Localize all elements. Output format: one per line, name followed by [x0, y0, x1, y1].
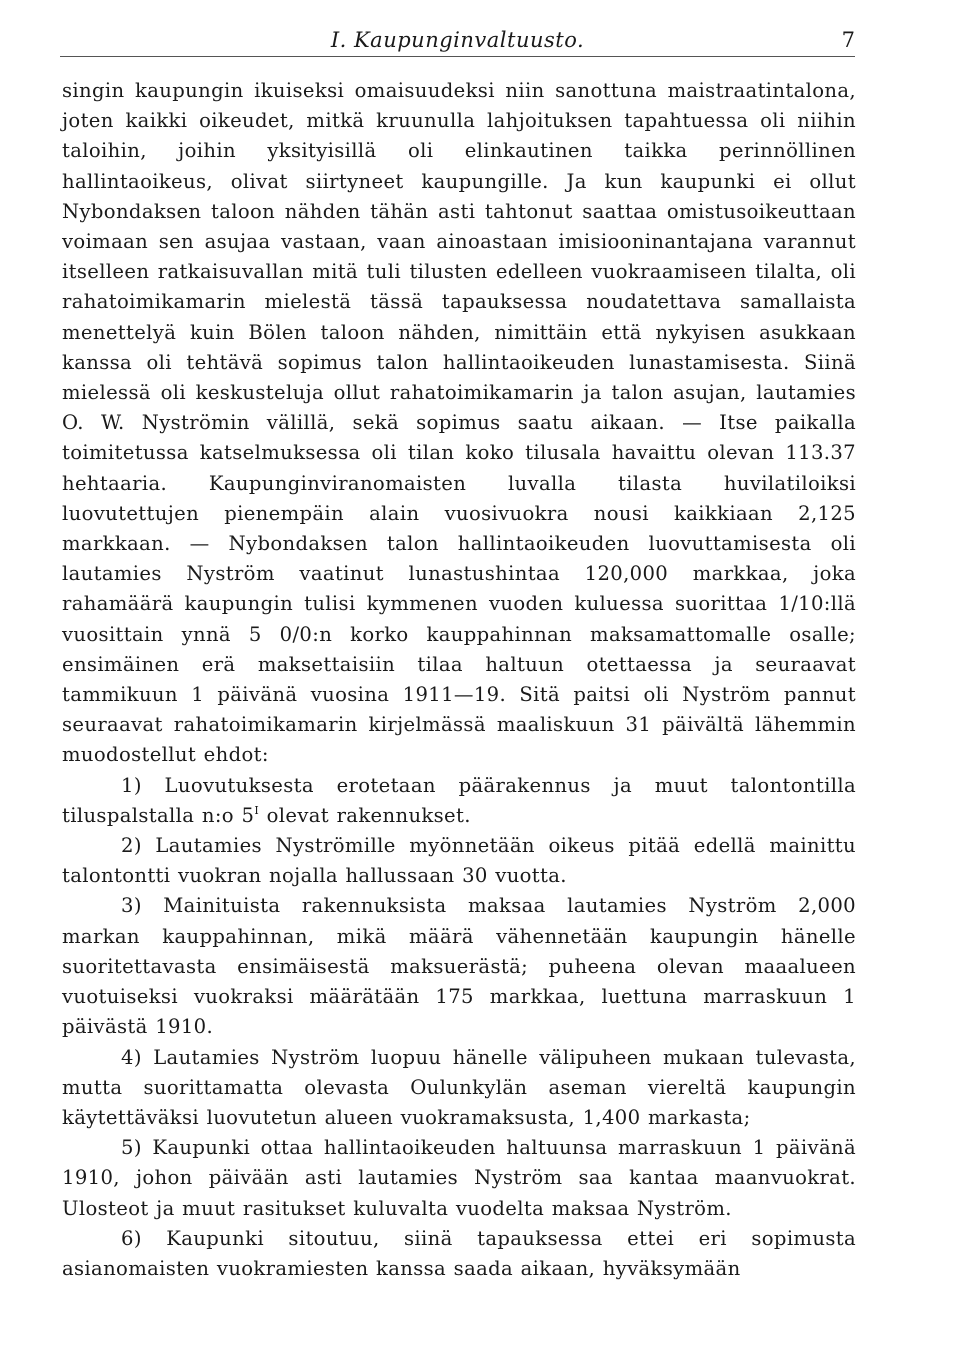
body-text	[62, 76, 856, 1284]
condition-item-5: 5) Kaupunki ottaa hallintaoikeuden haltuunsa marraskuun 1 päivänä 1910, johon päivään asti lautamies Nyström saa kantaa maanvuokrat. Ulosteot ja muut rasitukset kuluvalta vuodelta maksaa Nyström.	[62, 1136, 856, 1220]
running-title: I. Kaupunginvaltuusto.	[330, 28, 585, 52]
condition-item-1	[62, 771, 856, 831]
condition-item-6: 6) Kaupunki sitoutuu, siinä tapauksessa ettei eri sopimusta asianomaisten vuokramiesten kanssa saada aikaan, hyväksymään	[62, 1226, 856, 1280]
condition-item-4: 4) Lautamies Nyström luopuu hänelle välipuheen mukaan tulevasta, mutta suorittamatta olevasta Oulunkylän aseman viereltä kaupungin käytettäväksi luovutetun alueen vuokramaksusta, 1,400 markasta;	[62, 1045, 856, 1129]
condition-item-1-text: 1) Luovutuksesta erotetaan päärakennus ja muut talontontilla tiluspalstalla n:o 5	[62, 773, 856, 827]
page-number: 7	[841, 28, 855, 52]
superscript: I	[254, 803, 260, 817]
condition-item-1-tail: olevat rakennukset.	[259, 803, 471, 827]
condition-item-3: 3) Mainituista rakennuksista maksaa lautamies Nyström 2,000 markan kauppahinnan, mikä määrä vähennetään kaupungin hänelle suoritettavasta ensimäisestä maksuerästä; puheena olevan maaalueen vuotuiseksi vuokraksi määrätään 175 markkaa, luettuna marraskuun 1 päivästä 1910.	[62, 894, 856, 1039]
paragraph: singin kaupungin ikuiseksi omaisuudeksi niin sanottuna maistraatintalona, joten kaikki oikeudet, mitkä kruunulla lahjoituksen tapahtuessa oli niihin taloihin, joihin yksityisillä oli elinkautinen taikka perinnöllinen hallintaoikeus, olivat siirtyneet kaupungille. Ja kun kaupunki ei ollut Nybondaksen taloon nähden tähän asti tahtonut saattaa omistusoikeuttaan voimaan sen asujaa vastaan, vaan ainoastaan imisiooninantajana varannut itselleen ratkaisuvallan mitä tuli tilusten edelleen vuokraamiseen tilalta, oli rahatoimikamarin mielestä tässä tapauksessa noudatettava samallaista menettelyä kuin Bölen taloon nähden, nimittäin että nykyisen asukkaan kanssa oli tehtävä sopimus talon hallintaoikeuden lunastamisesta. Siinä mielessä oli keskusteluja ollut rahatoimikamarin ja talon asujan, lautamies O. W. Nyströmin välillä, sekä sopimus saatu aikaan. — Itse paikalla toimitetussa katselmuksessa oli tilan koko tilusala havaittu olevan 113.37 hehtaaria. Kaupunginviranomaisten luvalla tilasta huvilatiloiksi luovutettujen pienempäin alain vuosivuokra nousi kaikkiaan 2,125 markkaan. — Nybondaksen talon hallintaoikeuden luovuttamisesta oli lautamies Nyström vaatinut lunastushintaa 120,000 markkaa, joka rahamäärä kaupungin tulisi kymmenen vuoden kuluessa suorittaa 1/10:llä vuosittain ynnä 5 0/0:n korko kauppahinnan maksamattomalle osalle; ensimäinen erä maksettaisiin tilaa haltuun otettaessa ja seuraavat tammikuun 1 päivänä vuosina 1911—19. Sitä paitsi oli Nyström pannut seuraavat rahatoimikamarin kirjelmässä maaliskuun 31 päivältä lähemmin muodostellut ehdot:	[62, 79, 856, 767]
running-header	[60, 22, 855, 57]
condition-item-2: 2) Lautamies Nyströmille myönnetään oikeus pitää edellä mainittu talontontti vuokran nojalla hallussaan 30 vuotta.	[62, 834, 856, 888]
